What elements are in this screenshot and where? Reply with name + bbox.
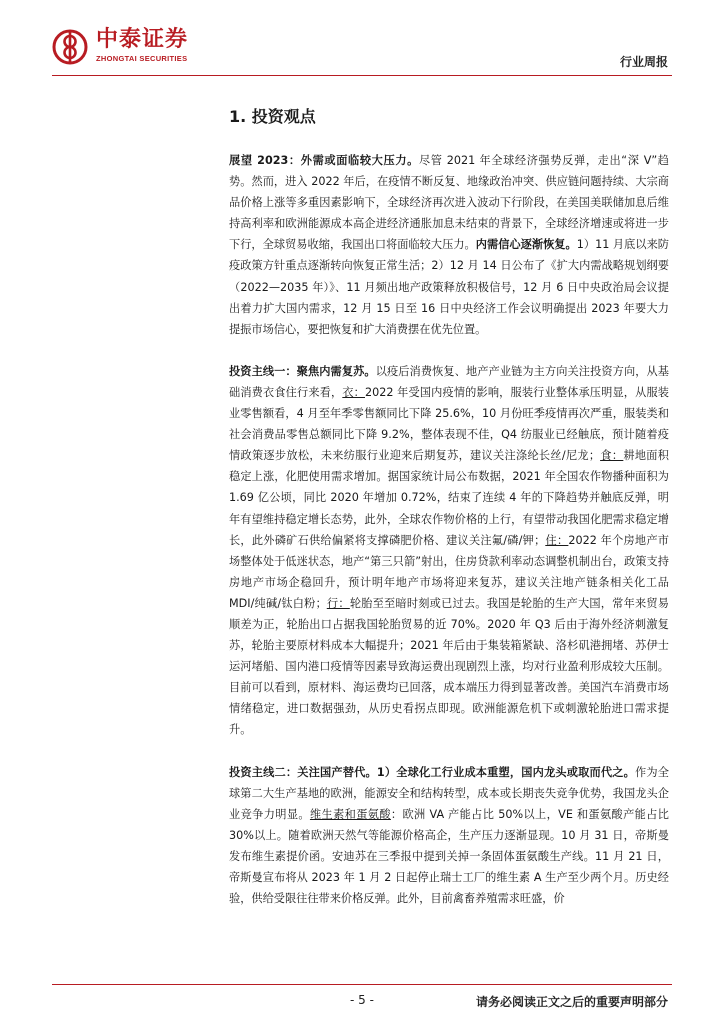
paragraph-theme-one [229, 361, 669, 741]
paragraph-lead: 投资主线二：关注国产替代。1）全球化工行业成本重塑，国内龙头或取而代之。 [229, 765, 636, 779]
paragraph-lead: 展望 2023：外需或面临较大压力。 [229, 154, 419, 167]
keyword-housing: 住： [545, 533, 569, 547]
keyword-food: 食： [600, 449, 624, 463]
body-content [229, 150, 669, 909]
zhongtai-logo-icon [52, 29, 88, 65]
paragraph-outlook [229, 150, 669, 340]
keyword-clothing: 衣： [342, 385, 365, 399]
paragraph-text: 1）11 月底以来防疫政策方针重点逐渐转向恢复正常生活；2）12 月 14 日公布了《扩大内需战略规划纲要（2022—2035 年）》、11 月频出地产政策释放积极信号，12 月 6 日中央政治局会议提出着力扩大国内需求，12 月 15 日至 16 日中央经济工作会议明确提出 2023 年要大力提振市场信心，要把恢复和扩大消费摆在优先位置。 [229, 238, 669, 336]
report-type-label: 行业周报 [619, 55, 668, 69]
keyword-vitamins: 维生素和蛋氨酸 [309, 807, 391, 821]
company-name-cn: 中泰证券 [96, 27, 189, 52]
header-divider [52, 75, 672, 76]
paragraph-text: 尽管 2021 年全球经济强势反弹，走出“深 V”趋势。然而，进入 2022 年后，在疫情不断反复、地缘政治冲突、供应链问题持续、大宗商品价格上涨等多重因素影响下，全球经济再次进入波动下行阶段，在美国美联储加息后维持高利率和欧洲能源成本高企进经济通胀加息未结束的背景下，全球经济增速或将进一步下行，全球贸易收缩，我国出口将面临较大压力。 [229, 154, 669, 252]
footer-divider [52, 984, 672, 985]
paragraph-text: 以疫后消费恢复、地产产业链为主方向关注投资方向，从基础消费衣食住行来看， [229, 364, 669, 399]
paragraph-text: ：欧洲 VA 产能占比 50%以上，VE 和蛋氨酸产能占比 30%以上。随着欧洲天然气等能源价格高企，生产压力逐渐显现。10 月 31 日，帝斯曼发布维生素提价函。安迪苏在三季报中提到关掉一条固体蛋氨酸生产线。11 月 21 日，帝斯曼宣布将从 2023 年 1 月 2 日起停止瑞士工厂的维生素 A 生产至少两个月。历史经验，供给受限往往带来价格反弹。此外，目前禽畜养殖需求旺盛，价 [229, 807, 669, 906]
paragraph-text: 耕地面积稳定上涨，化肥使用需求增加。据国家统计局公布数据，2021 年全国农作物播种面积为 1.69 亿公顷，同比 2020 年增加 0.72%，结束了连续 4 年的下降趋势并触底反弹，明年有望维持稳定增长态势，此外，全球农作物价格的上行，有望带动我国化肥需求稳定增长，此外磷矿石供给偏紧将支撑磷肥价格、建议关注氟/磷/钾； [229, 449, 669, 547]
paragraph-text: 2022 年受国内疫情的影响，服装行业整体承压明显，从服装业零售额看，4 月至年季零售额同比下降 25.6%，10 月份旺季疫情再次严重，服装类和社会消费品零售总额同比下降 9.2%，整体表现不佳，Q4 纺服业已经触底，预计随着疫情政策逐步放松，未来纺服行业迎来后期复苏，建议关注涤纶长丝/尼龙； [229, 385, 669, 463]
keyword-transport: 行： [326, 596, 350, 610]
page-footer [0, 984, 724, 1024]
company-name-en: ZHONGTAI SECURITIES [96, 54, 188, 63]
paragraph-text: 作为全球第二大生产基地的欧洲，能源安全和结构转型，成本或长期丧失竞争优势，我国龙头企业竞争力明显。 [229, 765, 669, 821]
page-number: - 5 - [350, 993, 374, 1007]
paragraph-lead: 投资主线一：聚焦内需复苏。 [229, 364, 376, 378]
company-logo [52, 27, 227, 67]
paragraph-emphasis: 内需信心逐渐恢复。 [475, 238, 577, 252]
page-header [0, 0, 724, 80]
paragraph-theme-two [229, 762, 669, 910]
section-title: 1. 投资观点 [229, 107, 316, 126]
disclaimer-note: 请务必阅读正文之后的重要声明部分 [475, 995, 668, 1009]
paragraph-text: 轮胎至至暗时刻或已过去。我国是轮胎的生产大国，常年来贸易顺差为正，轮胎出口占据我国轮胎贸易的近 70%。2020 年 Q3 后由于海外经济刺激复苏，轮胎主要原材料成本大幅提升；2021 年后由于集装箱紧缺、洛杉矶港拥堵、苏伊士运河堵船、国内港口疫情等因素导致海运费出现剧烈上涨，均对行业盈利形成较大压制。目前可以看到，原材料、海运费均已回落，成本端压力得到显著改善。美国汽车消费市场情绪稳定，进口数据强劲，从历史看拐点即现。欧洲能源危机下或刺激轮胎进口需求提升。 [229, 596, 669, 737]
paragraph-text: 2022 年个房地产市场整体处于低迷状态，地产“第三只箭”射出，住房贷款利率动态调整机制出台，政策支持房地产市场企稳回升，预计明年地产市场将迎来复苏，建议关注地产链条相关化工品 MDI/纯碱/钛白粉； [229, 533, 669, 610]
